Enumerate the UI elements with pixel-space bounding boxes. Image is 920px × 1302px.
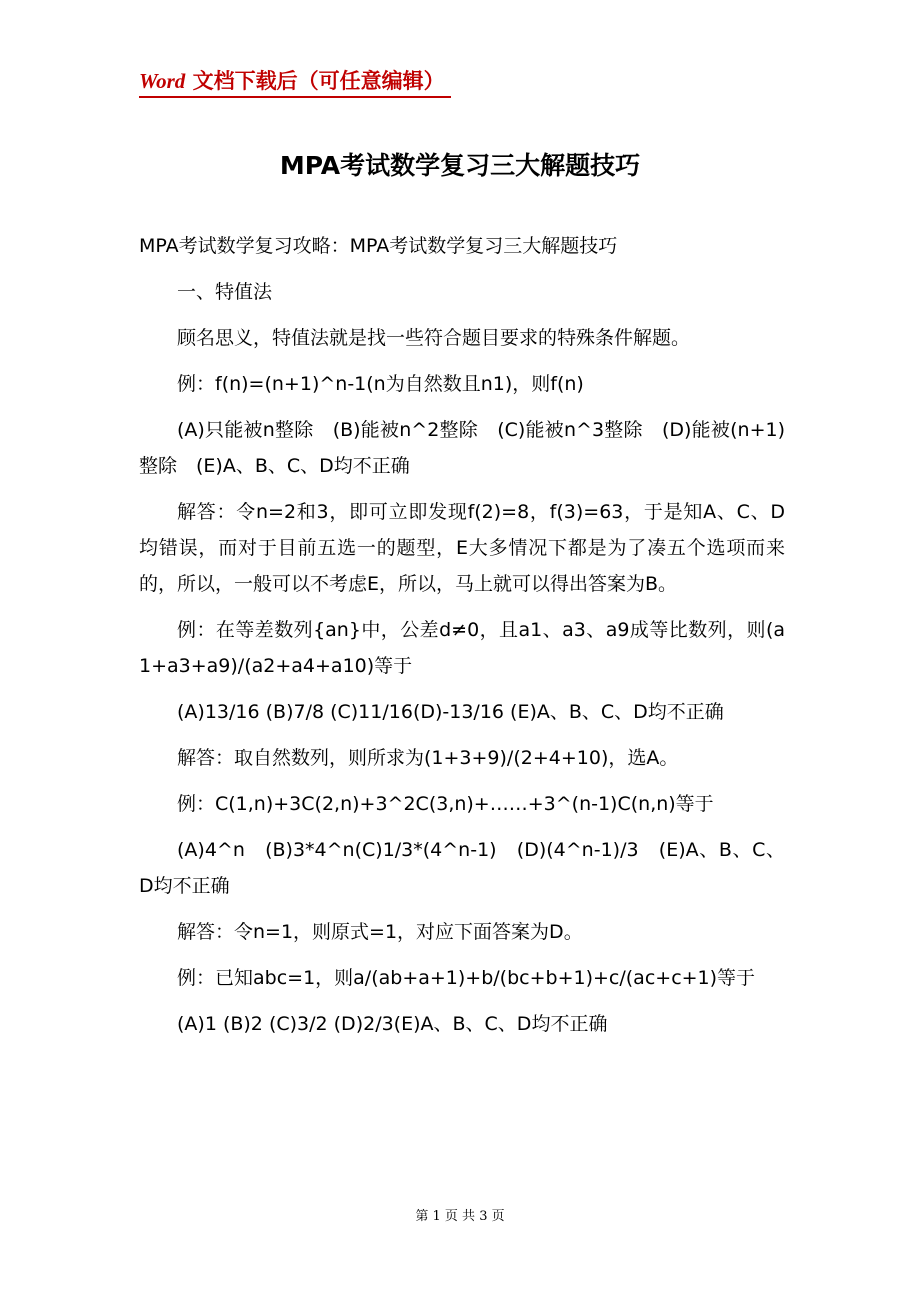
- paragraph: 例：f(n)=(n+1)^n-1(n为自然数且n1)，则f(n): [177, 373, 584, 395]
- banner-brand: Word: [139, 69, 186, 93]
- document-body: [139, 228, 785, 1052]
- page-footer: 第 1 页 共 3 页: [415, 1209, 505, 1224]
- paragraph: 例：在等差数列{an}中，公差d≠0，且a1、a3、a9成等比数列，则(a1+a3+a9)/(a2+a4+a10)等于: [139, 619, 785, 677]
- paragraph: (A)1 (B)2 (C)3/2 (D)2/3(E)A、B、C、D均不正确: [177, 1013, 608, 1035]
- paragraph: 解答：取自然数列，则所求为(1+3+9)/(2+4+10)，选A。: [177, 747, 679, 769]
- paragraph: 解答：令n=1，则原式=1，对应下面答案为D。: [177, 921, 583, 943]
- banner-text: 文档下载后（可任意编辑）: [185, 68, 445, 93]
- paragraph: 解答：令n=2和3，即可立即发现f(2)=8，f(3)=63，于是知A、C、D均错误，而对于目前五选一的题型，E大多情况下都是为了凑五个选项而来的，所以，一般可以不考虑E，所以，马上就可以得出答案为B。: [139, 501, 785, 595]
- paragraph: 顾名思义，特值法就是找一些符合题目要求的特殊条件解题。: [177, 327, 691, 349]
- download-banner: [139, 66, 451, 98]
- paragraph: 一、特值法: [177, 281, 273, 303]
- paragraph: MPA考试数学复习攻略：MPA考试数学复习三大解题技巧: [139, 235, 618, 257]
- paragraph: (A)4^n (B)3*4^n(C)1/3*(4^n-1) (D)(4^n-1)/3 (E)A、B、C、D均不正确: [139, 839, 785, 897]
- document-title: MPA考试数学复习三大解题技巧: [279, 151, 641, 180]
- paragraph: 例：已知abc=1，则a/(ab+a+1)+b/(bc+b+1)+c/(ac+c+1)等于: [177, 967, 756, 989]
- paragraph: (A)只能被n整除 (B)能被n^2整除 (C)能被n^3整除 (D)能被(n+1)整除 (E)A、B、C、D均不正确: [139, 419, 785, 477]
- paragraph: (A)13/16 (B)7/8 (C)11/16(D)-13/16 (E)A、B、C、D均不正确: [177, 701, 724, 723]
- paragraph: 例：C(1,n)+3C(2,n)+3^2C(3,n)+……+3^(n-1)C(n,n)等于: [177, 793, 714, 815]
